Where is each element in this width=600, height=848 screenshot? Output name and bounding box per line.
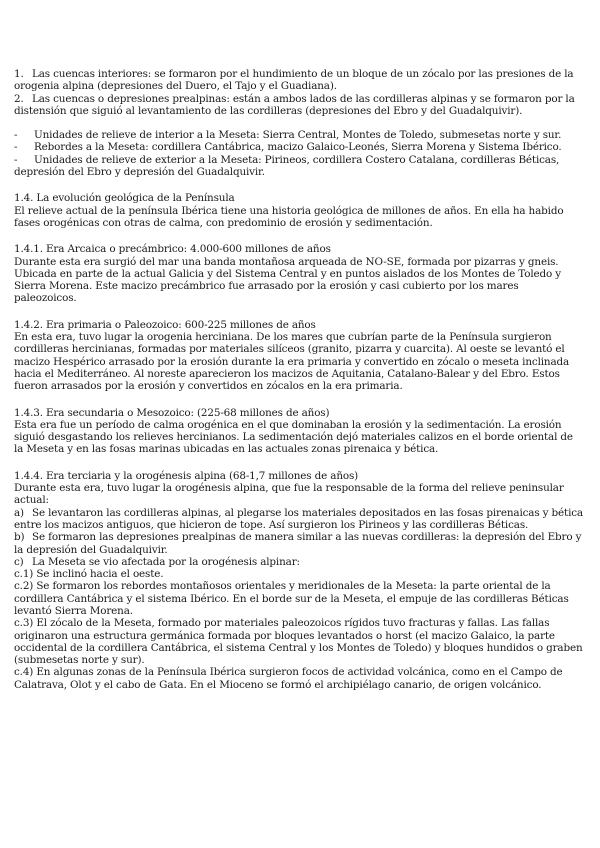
item-text: Rebordes a la Meseta: cordillera Cantábrica, macizo Galaico-Leonés, Sierra Morena y Sistema Ibérico. [34,141,562,154]
item-text: Se formaron las depresiones prealpinas de manera similar a las nuevas cordilleras: la depresión del Ebro y la depresión del Guadalquivir. [14,531,582,556]
sub-item-mark: c.3) [14,617,34,630]
item-text: Se levantaron las cordilleras alpinas, al plegarse los materiales depositados en las fosas pirenaicas y bética entre los macizos antiguos, que hicieron de tope. Así surgieron los Pirineos y las cordilleras Béticas. [14,506,583,531]
dashed-item-2 [14,141,584,153]
item-text: Unidades de relieve de interior a la Meseta: Sierra Central, Montes de Toledo, submesetas norte y sur. [34,129,562,142]
item-letter: a) [14,506,24,519]
document-page [14,68,584,691]
sub-item-mark: c.2) [14,580,34,593]
numbered-item-2 [14,93,584,118]
section-heading-1-4-3: 1.4.3. Era secundaria o Mesozoico: (225-68 millones de años) [14,406,330,419]
section-text-1-4-3: Esta era fue un período de calma orogénica en el que dominaban la erosión y la sedimentación. La erosión siguió desgastando los relieves hercinianos. La sedimentación dejó materiales calizos en el borde oriental de la Meseta y en las fosas marinas ubicadas en las actuales zonas pirenaica y bética. [14,418,573,456]
dash-mark: - [14,153,18,166]
dashed-item-1 [14,129,584,141]
lettered-item-c [14,556,584,568]
dash-mark: - [14,129,18,142]
item-text: Unidades de relieve de exterior a la Meseta: Pirineos, cordillera Costero Catalana, cordilleras Béticas, depresión del Ebro y depresión del Guadalquivir. [14,153,560,179]
sub-item-mark: c.1) [14,568,34,581]
item-text: Se inclinó hacia el oeste. [36,568,164,581]
section-heading-1-4-4: 1.4.4. Era terciaria y la orogénesis alpina (68-1,7 millones de años) [14,469,359,482]
item-letter: c) [14,555,24,568]
section-heading-1-4-1: 1.4.1. Era Arcaica o precámbrico: 4.000-600 millones de años [14,243,331,256]
section-heading-1-4-2: 1.4.2. Era primaria o Paleozoico: 600-225 millones de años [14,318,316,331]
lettered-item-a [14,507,584,532]
item-letter: b) [14,531,25,544]
sub-item-c3 [14,617,584,666]
section-text-1-4-1: Durante esta era surgió del mar una banda montañosa arqueada de NO-SE, formada por pizarras y gneis. Ubicada en parte de la actual Galicia y del Sistema Central y en puntos aislados de los Montes de Toledo y Sierra Morena. Este macizo precámbrico fue arrasado por la erosión y casi cubierto por los mares paleozoicos. [14,255,562,305]
item-text: En algunas zonas de la Península Ibérica surgieron focos de actividad volcánica, como en el Campo de Calatrava, Olot y el cabo de Gata. En el Mioceno se formó el archipiélago canario, de origen volcánico. [14,666,563,691]
sub-item-c4 [14,666,584,691]
item-text: Las cuencas interiores: se formaron por el hundimiento de un bloque de un zócalo por las presiones de la orogenia alpina (depresiones del Duero, el Tajo y el Guadiana). [14,68,574,93]
sub-item-mark: c.4) [14,666,34,679]
item-text: Las cuencas o depresiones prealpinas: están a ambos lados de las cordilleras alpinas y se formaron por la distensión que siguió al levantamiento de las cordilleras (depresiones del Ebro y del Guadalquivir). [14,92,575,117]
item-number: 2. [14,92,24,105]
item-text: Se formaron los rebordes montañosos orientales y meridionales de la Meseta: la parte oriental de la cordillera Cantábrica y el sistema Ibérico. En el borde sur de la Meseta, el empuje de las cordilleras Béticas levantó Sierra Morena. [14,580,569,617]
section-intro-1-4-4: Durante esta era, tuvo lugar la orogénesis alpina, que fue la responsable de la forma del relieve peninsular actual: [14,482,564,507]
item-text: El zócalo de la Meseta, formado por materiales paleozoicos rígidos tuvo fracturas y fallas. Las fallas originaron una estructura germánica formada por bloques levantados o horst (el macizo Galaico, la parte occidental de la cordillera Cantábrica, el sistema Central y los Montes de Toledo) y bloques hundidos o graben (submesetas norte y sur). [14,617,583,667]
section-heading-1-4: 1.4. La evolución geológica de la Península [14,192,235,205]
dashed-item-3 [14,154,584,179]
dash-mark: - [14,141,18,154]
section-text-1-4-2: En esta era, tuvo lugar la orogenia herciniana. De los mares que cubrían parte de la Península surgieron cordilleras hercinianas, formadas por materiales silíceos (granito, pizarra y cuarcita). Al oeste se levantó el macizo Hespérico arrasado por la erosión durante la era primaria y convertido en zócalo o meseta inclinada hacia el Mediterráneo. Al noreste aparecieron los macizos de Aquitania, Catalano-Balear y del Ebro. Estos fueron arrasados por la erosión y convertidos en zócalos en la era primaria. [14,331,570,393]
item-text: La Meseta se vio afectada por la orogénesis alpinar: [32,555,300,568]
item-number: 1. [14,68,24,80]
sub-item-c2 [14,580,584,617]
section-text-1-4: El relieve actual de la península Ibérica tiene una historia geológica de millones de años. En ella ha habido fases orogénicas con otras de calma, con predominio de erosión y sedimentación. [14,204,564,229]
sub-item-c1 [14,568,584,580]
lettered-item-b [14,531,584,556]
numbered-item-1 [14,68,584,93]
